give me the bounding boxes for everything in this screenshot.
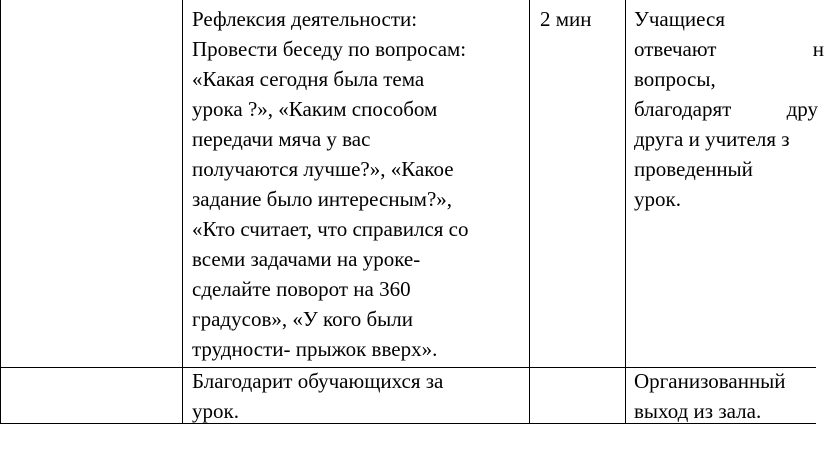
row2-teacher-cell [192, 366, 443, 426]
text-line: получаются лучше?», «Какое [192, 157, 454, 181]
text-line: всеми задачами на уроке- [192, 247, 421, 271]
table-column-divider-2 [529, 0, 530, 424]
text-line: «Кто считает, что справился со [192, 217, 469, 241]
text-line: задание было интересным?», [192, 187, 453, 211]
row2-students-cell [634, 366, 786, 426]
text-line: урок. [192, 399, 239, 423]
text-line: выход из зала. [634, 399, 762, 423]
row1-time-cell [540, 4, 592, 34]
text-line: Учащиеся [634, 7, 725, 31]
text-line: урок. [634, 187, 681, 211]
table-border-left [0, 0, 1, 424]
text-line: Рефлексия деятельности: [192, 7, 418, 31]
text-line: «Какая сегодня была тема [192, 67, 425, 91]
text-line: проведенный [634, 157, 753, 181]
text-line [634, 34, 834, 64]
table-column-divider-1 [182, 0, 183, 424]
word: н [812, 37, 824, 61]
text-line: Организованный [634, 369, 786, 393]
word: дру [786, 97, 818, 121]
table-column-divider-3 [625, 0, 626, 424]
time-value: 2 мин [540, 7, 592, 31]
text-line: передачи мяча у вас [192, 127, 371, 151]
text-line: градусов», «У кого были [192, 307, 413, 331]
text-line: вопросы, [634, 67, 716, 91]
text-line: урока ?», «Каким способом [192, 97, 438, 121]
word: благодарят [634, 97, 732, 121]
word: отвечают [634, 37, 717, 61]
text-line [634, 94, 834, 124]
text-line: сделайте поворот на 360 [192, 277, 411, 301]
text-line: друга и учителя з [634, 127, 790, 151]
text-line: Благодарит обучающихся за [192, 369, 444, 393]
text-line: Провести беседу по вопросам: [192, 37, 467, 61]
text-line: трудности- прыжок вверх». [192, 337, 438, 361]
row1-teacher-cell [192, 4, 469, 364]
row1-students-cell [634, 4, 834, 214]
